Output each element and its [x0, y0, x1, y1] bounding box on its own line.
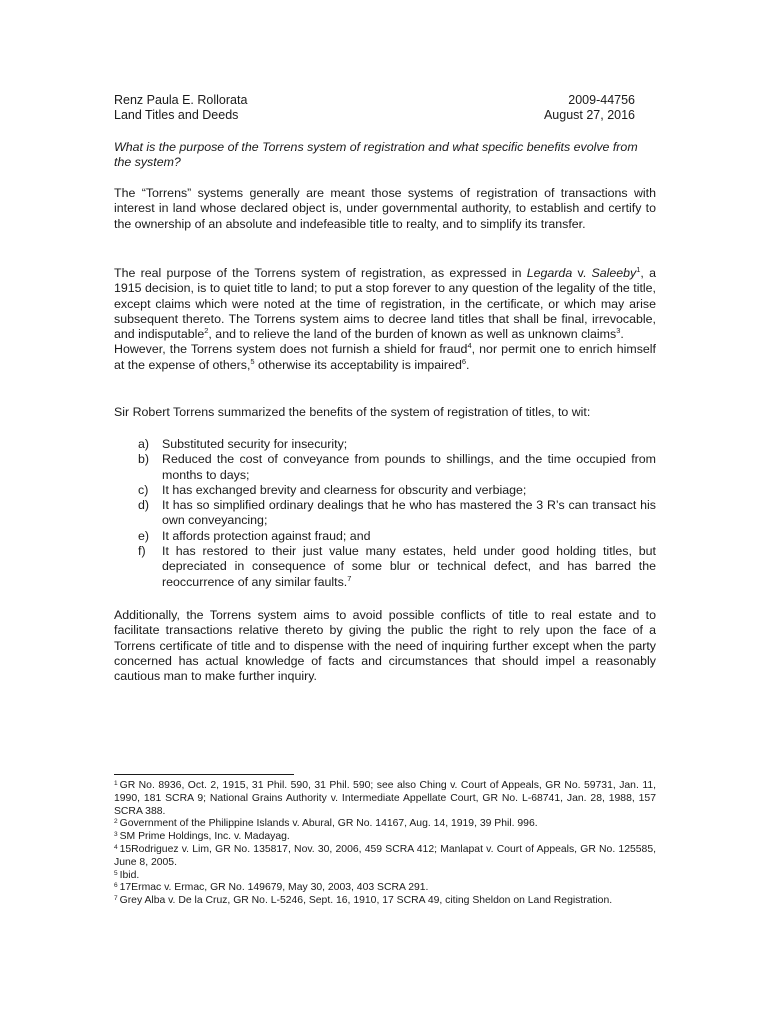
para2-part1: The real purpose of the Torrens system of registration, as expressed in	[114, 266, 527, 280]
paragraph-additional: Additionally, the Torrens system aims to avoid possible conflicts of title to real estate and to facilitate transactions relative thereto by giving the public the right to rely upon the face of a Torrens certificate of title and to dispense with the need of inquiring further except when the party concerned has actual knowledge of facts and circumstances that should impel a reasonably cautious man to make further inquiry.	[114, 608, 656, 684]
list-item-label: d)	[138, 498, 150, 513]
list-item-text: It has restored to their just value many estates, held under good holding titles, but depreciated in consequence of some blur or technical defect, and has barred the reoccurrence of any similar faults.	[162, 544, 656, 589]
footnote-1	[114, 780, 656, 818]
footnote-number: 5	[114, 869, 118, 877]
footnote-ref-1[interactable]: 1	[636, 265, 641, 274]
para2-part3: , and to relieve the land of the burden of known as well as unknown claims	[208, 327, 617, 342]
list-item-text: It affords protection against fraud; and	[162, 528, 371, 543]
para2-part7: otherwise its acceptability is impaired	[254, 357, 462, 372]
list-item	[138, 529, 656, 544]
footnote-separator	[114, 774, 294, 775]
case-name-saleeby: Saleeby	[591, 266, 637, 280]
footnote-7	[114, 895, 656, 908]
list-item-text: It has exchanged brevity and clearness for obscurity and verbiage;	[162, 482, 527, 497]
footnote-number: 3	[114, 831, 118, 839]
footnote-ref-5[interactable]: 5	[250, 356, 255, 366]
list-item	[138, 437, 656, 452]
footnote-text: GR No. 8936, Oct. 2, 1915, 31 Phil. 590, 31 Phil. 590; see also Ching v. Court of Appeals, GR No. 59731, Jan. 11, 1990, 181 SCRA 9; National Grains Authority v. Intermediate Appellate Court, GR No. L-68741, Jan. 28, 1988, 157 SCRA 388.	[114, 780, 656, 817]
list-item-text-wrap	[162, 544, 656, 590]
list-item-text: Reduced the cost of conveyance from pounds to shillings, and the time occupied from months to days;	[162, 452, 656, 482]
footnote-ref-2[interactable]: 2	[204, 326, 209, 336]
footnote-ref-4[interactable]: 4	[467, 341, 472, 351]
footnote-number: 6	[114, 882, 118, 890]
list-item	[138, 498, 656, 529]
document-date: August 27, 2016	[543, 108, 635, 122]
benefits-intro: Sir Robert Torrens summarized the benefits of the system of registration of titles, to wit:	[114, 405, 591, 419]
list-item	[138, 452, 656, 483]
para2-part4: .	[620, 327, 624, 342]
footnote-4	[114, 844, 656, 870]
para2-part5: However, the Torrens system does not furnish a shield for fraud	[114, 342, 468, 357]
document-page	[114, 0, 656, 1024]
list-item-text: It has so simplified ordinary dealings that he who has mastered the 3 R’s can transact his own conveyancing;	[162, 498, 656, 528]
list-item	[138, 544, 656, 590]
list-item-label: e)	[138, 528, 150, 543]
student-id: 2009-44756	[568, 93, 635, 107]
header-row-2	[114, 108, 656, 123]
list-item-text: Substituted security for insecurity;	[162, 437, 348, 451]
list-item-label: c)	[138, 482, 149, 497]
footnote-text: Grey Alba v. De la Cruz, GR No. L-5246, Sept. 16, 1910, 17 SCRA 49, citing Sheldon on Land Registration.	[119, 895, 613, 907]
author-name: Renz Paula E. Rollorata	[114, 93, 248, 107]
footnote-ref-6[interactable]: 6	[461, 356, 467, 366]
list-item-label: a)	[138, 437, 150, 451]
list-item-label: f)	[138, 544, 146, 559]
para2-part8: .	[466, 357, 470, 372]
footnote-text: 17Ermac v. Ermac, GR No. 149679, May 30, 2003, 403 SCRA 291.	[119, 882, 429, 894]
para2-part2: , a 1915 decision, is to quiet title to land; to put a stop forever to any question of the legality of the title, except claims which were noted at the time of registration, in the certificate, or which may arise subsequent thereto. The Torrens system aims to decree land titles that shall be final, irrevocable, and indisputable	[114, 266, 656, 342]
para2-part6: , nor permit one to enrich himself at the expense of others,	[114, 342, 656, 372]
footnotes	[114, 780, 656, 908]
header-row-1	[114, 93, 656, 108]
footnote-text: SM Prime Holdings, Inc. v. Madayag.	[119, 831, 290, 843]
para2-v: v.	[572, 266, 592, 280]
footnote-2	[114, 818, 656, 831]
footnote-3	[114, 831, 656, 844]
footnote-ref-3[interactable]: 3	[616, 326, 621, 336]
list-item-label: b)	[138, 452, 150, 467]
footnote-5	[114, 870, 656, 883]
paragraph-purpose	[114, 266, 656, 373]
footnote-text: Government of the Philippine Islands v. Abural, GR No. 14167, Aug. 14, 1919, 39 Phil. 996.	[119, 818, 538, 830]
case-name-legarda: Legarda	[526, 266, 573, 280]
footnote-6	[114, 882, 656, 895]
footnote-number: 4	[114, 843, 118, 851]
footnote-number: 7	[114, 895, 118, 903]
course-name: Land Titles and Deeds	[114, 108, 239, 122]
footnote-text: 15Rodriguez v. Lim, GR No. 135817, Nov. 30, 2006, 459 SCRA 412; Manlapat v. Court of Appeals, GR No. 125585, June 8, 2005.	[114, 843, 656, 868]
question-prompt: What is the purpose of the Torrens system of registration and what specific benefits evolve from the system?	[114, 140, 638, 170]
footnote-text: Ibid.	[119, 869, 140, 881]
footnote-number: 1	[114, 780, 118, 787]
paragraph-definition: The “Torrens” systems generally are meant those systems of registration of transactions with interest in land whose declared object is, under governmental authority, to establish and certify to the ownership of an absolute and indefeasible title to realty, and to simplify its transfer.	[114, 186, 656, 231]
benefits-list	[138, 437, 656, 590]
list-item	[138, 483, 656, 498]
footnote-number: 2	[114, 818, 118, 826]
footnote-ref-7[interactable]: 7	[347, 573, 352, 583]
